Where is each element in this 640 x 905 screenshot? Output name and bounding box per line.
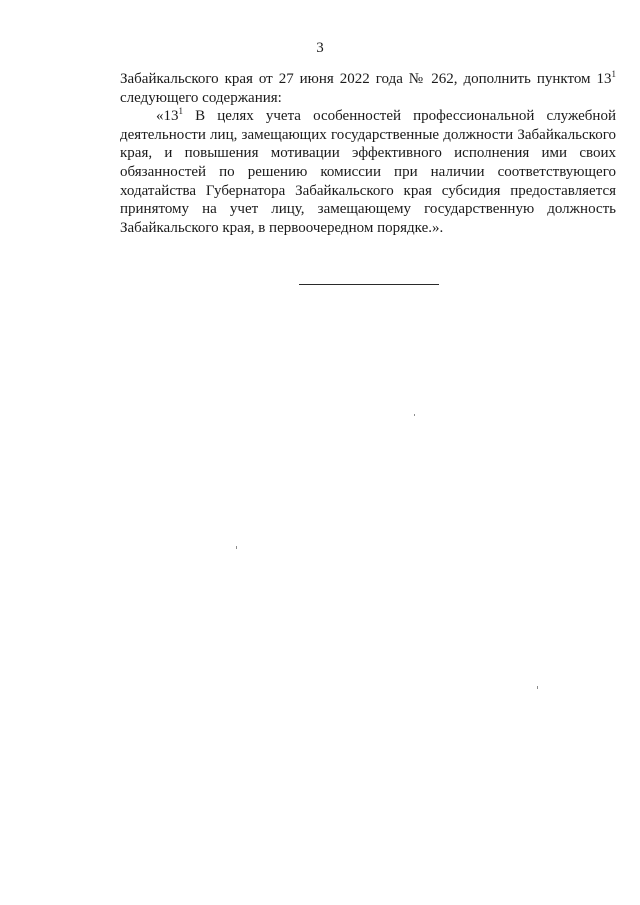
paragraph-amendment-intro-text: Забайкальского края от 27 июня 2022 года № 262, дополнить пунктом 13 — [120, 71, 612, 87]
superscript-marker: 1 — [178, 106, 183, 117]
paragraph-amendment-intro-tail: следующего содержания: — [120, 89, 282, 106]
scan-speck — [414, 414, 415, 416]
paragraph-amendment-intro — [120, 70, 616, 107]
page-number: 3 — [316, 40, 324, 56]
scan-speck — [537, 686, 538, 689]
document-body — [120, 70, 616, 237]
scan-speck — [236, 546, 237, 549]
clause-text: В целях учета особенностей профессиональной служебной деятельности лиц, замещающих государственные должности Забайкальского края, и повышения мотивации эффективного исполнения ими своих обязанностей по решению комиссии при наличии соответствующего ходатайства Губернатора Забайкальского края субсидия предоставляется принятому на учет лицу, замещающему государственную должность Забайкальского края, в первоочередном порядке.». — [120, 108, 616, 236]
end-of-document-rule — [299, 284, 439, 285]
paragraph-new-clause — [120, 107, 616, 237]
clause-number: «13 — [156, 108, 179, 125]
superscript-marker: 1 — [611, 69, 616, 79]
